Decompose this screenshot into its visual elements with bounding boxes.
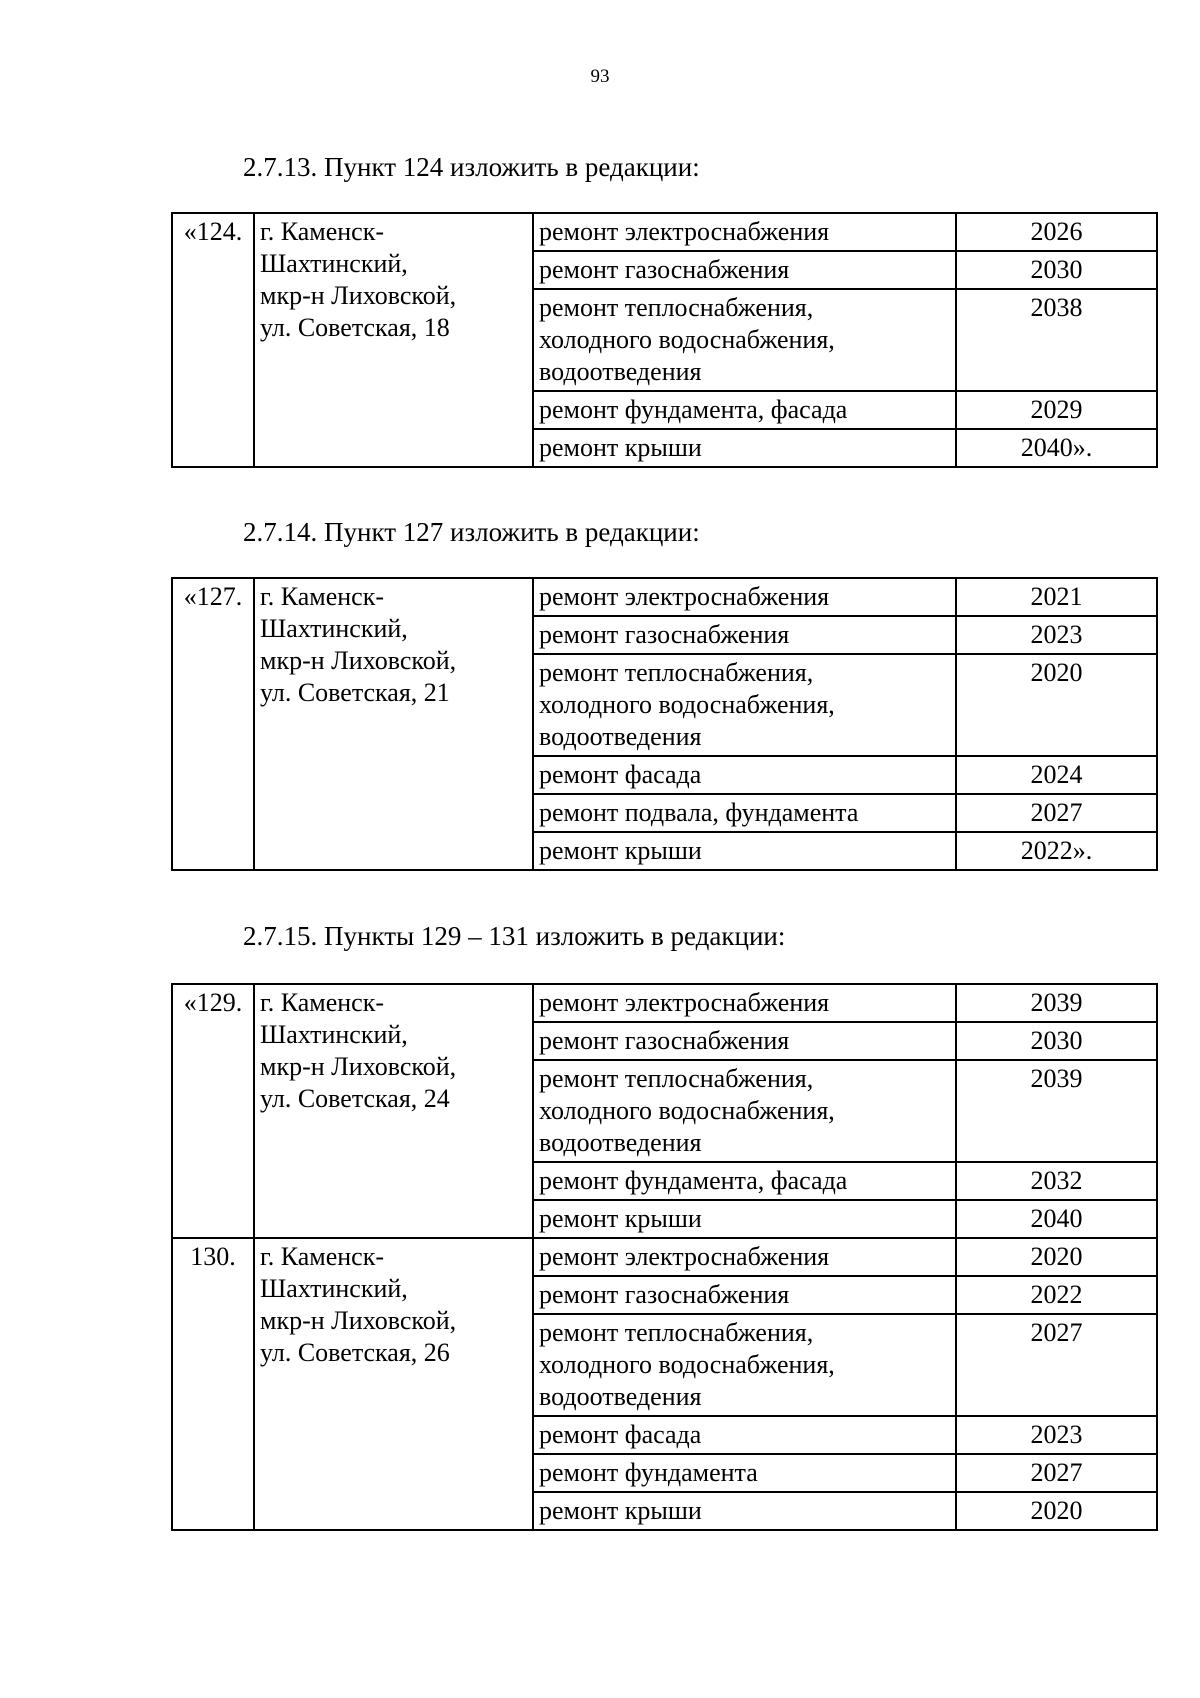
table-items-129-130 <box>171 983 1158 1531</box>
work-type-line: ремонт фундамента, фасада <box>539 1166 848 1195</box>
work-type-line: ремонт электроснабжения <box>539 988 830 1017</box>
work-year <box>956 251 1157 289</box>
work-type-line: ремонт газоснабжения <box>539 1280 790 1309</box>
address-line: Шахтинский, <box>260 614 408 643</box>
work-type-line: ремонт теплоснабжения, <box>539 1064 814 1093</box>
item-number: «124. <box>172 213 254 467</box>
work-year <box>956 1492 1157 1530</box>
work-year-value: 2027 <box>1030 1318 1083 1347</box>
section-heading-2-7-15: 2.7.15. Пункты 129 – 131 изложить в редакции: <box>243 921 786 951</box>
table-row <box>172 984 1157 1022</box>
work-year <box>956 391 1157 429</box>
address-line: мкр-н Лиховской, <box>260 646 457 675</box>
work-type-line: ремонт крыши <box>539 433 702 462</box>
work-year <box>956 1314 1157 1416</box>
work-type-line: ремонт электроснабжения <box>539 582 830 611</box>
work-type <box>533 251 956 289</box>
work-type <box>533 1416 956 1454</box>
work-type-line: ремонт подвала, фундамента <box>539 798 859 827</box>
section-heading-2-7-14: 2.7.14. Пункт 127 изложить в редакции: <box>243 517 700 547</box>
work-year-value: 2030 <box>1030 255 1083 284</box>
work-year-value: 2039 <box>1030 1064 1083 1093</box>
work-year <box>956 578 1157 616</box>
work-year <box>956 616 1157 654</box>
section-heading-2-7-13: 2.7.13. Пункт 124 изложить в редакции: <box>243 152 700 182</box>
table-row <box>172 1238 1157 1276</box>
work-type <box>533 654 956 756</box>
work-type-line: ремонт газоснабжения <box>539 1026 790 1055</box>
work-type <box>533 1060 956 1162</box>
work-type-line: ремонт теплоснабжения, <box>539 658 814 687</box>
work-type-line: ремонт электроснабжения <box>539 1242 830 1271</box>
item-number: «127. <box>172 578 254 870</box>
address-line: мкр-н Лиховской, <box>260 1306 457 1335</box>
work-type-line: ремонт крыши <box>539 836 702 865</box>
work-type-line: холодного водоснабжения, <box>539 1096 835 1125</box>
work-year-value: 2030 <box>1030 1026 1083 1055</box>
work-year <box>956 1276 1157 1314</box>
item-number: «129. <box>172 984 254 1238</box>
work-year <box>956 756 1157 794</box>
work-year-value: 2020 <box>1030 1496 1083 1525</box>
work-year <box>956 832 1157 870</box>
address-line: ул. Советская, 26 <box>260 1338 450 1367</box>
work-year-value: 2024 <box>1030 760 1083 789</box>
work-type <box>533 1314 956 1416</box>
item-address <box>254 578 533 870</box>
work-type-line: ремонт теплоснабжения, <box>539 1318 814 1347</box>
work-year <box>956 654 1157 756</box>
address-line: г. Каменск- <box>260 217 385 246</box>
address-line: ул. Советская, 21 <box>260 678 450 707</box>
address-line: ул. Советская, 24 <box>260 1084 450 1113</box>
work-type-line: ремонт теплоснабжения, <box>539 293 814 322</box>
work-year-value: 2027 <box>1030 798 1083 827</box>
work-type <box>533 756 956 794</box>
work-type-line: ремонт газоснабжения <box>539 620 790 649</box>
work-year <box>956 794 1157 832</box>
work-year-value: 2027 <box>1030 1458 1083 1487</box>
work-type-line: ремонт крыши <box>539 1496 702 1525</box>
work-type <box>533 794 956 832</box>
item-address <box>254 1238 533 1530</box>
work-type-line: водоотведения <box>539 722 702 751</box>
work-year-value: 2022 <box>1030 1280 1083 1309</box>
work-type <box>533 1238 956 1276</box>
work-year-value: 2040». <box>1020 433 1093 462</box>
work-type-line: водоотведения <box>539 357 702 386</box>
table-row <box>172 213 1157 251</box>
table-item-124 <box>171 212 1158 468</box>
work-year <box>956 429 1157 467</box>
work-year-value: 2039 <box>1030 988 1083 1017</box>
work-type-line: ремонт фасада <box>539 760 702 789</box>
work-type-line: ремонт электроснабжения <box>539 217 830 246</box>
work-type <box>533 1454 956 1492</box>
work-year-value: 2020 <box>1030 658 1083 687</box>
page-number: 93 <box>590 66 610 87</box>
work-type-line: холодного водоснабжения, <box>539 690 835 719</box>
work-type <box>533 1162 956 1200</box>
work-type-line: ремонт газоснабжения <box>539 255 790 284</box>
work-type <box>533 1200 956 1238</box>
work-year-value: 2023 <box>1030 1420 1083 1449</box>
address-line: ул. Советская, 18 <box>260 313 450 342</box>
work-year-value: 2021 <box>1030 582 1083 611</box>
work-type <box>533 213 956 251</box>
work-type-line: ремонт крыши <box>539 1204 702 1233</box>
work-year <box>956 1200 1157 1238</box>
item-address <box>254 984 533 1238</box>
work-type-line: холодного водоснабжения, <box>539 325 835 354</box>
work-year <box>956 1454 1157 1492</box>
item-number: 130. <box>172 1238 254 1530</box>
work-year <box>956 1060 1157 1162</box>
address-line: мкр-н Лиховской, <box>260 281 457 310</box>
address-line: г. Каменск- <box>260 1242 385 1271</box>
work-year <box>956 289 1157 391</box>
work-type <box>533 984 956 1022</box>
work-year-value: 2032 <box>1030 1166 1083 1195</box>
work-year <box>956 1416 1157 1454</box>
work-year-value: 2020 <box>1030 1242 1083 1271</box>
work-type-line: ремонт фасада <box>539 1420 702 1449</box>
work-type <box>533 616 956 654</box>
table-item-127 <box>171 577 1158 871</box>
work-year <box>956 213 1157 251</box>
work-type-line: водоотведения <box>539 1128 702 1157</box>
work-year <box>956 984 1157 1022</box>
work-type <box>533 1276 956 1314</box>
work-type <box>533 1492 956 1530</box>
item-address <box>254 213 533 467</box>
work-year-value: 2023 <box>1030 620 1083 649</box>
address-line: г. Каменск- <box>260 582 385 611</box>
table-row <box>172 578 1157 616</box>
work-year-value: 2022». <box>1020 836 1093 865</box>
work-type-line: ремонт фундамента, фасада <box>539 395 848 424</box>
work-type-line: холодного водоснабжения, <box>539 1350 835 1379</box>
work-year <box>956 1238 1157 1276</box>
work-type <box>533 578 956 616</box>
work-type-line: ремонт фундамента <box>539 1458 758 1487</box>
work-year <box>956 1162 1157 1200</box>
work-year-value: 2040 <box>1030 1204 1083 1233</box>
address-line: Шахтинский, <box>260 249 408 278</box>
work-year-value: 2029 <box>1030 395 1083 424</box>
work-type <box>533 429 956 467</box>
work-type <box>533 832 956 870</box>
work-type <box>533 391 956 429</box>
work-type-line: водоотведения <box>539 1382 702 1411</box>
work-type <box>533 1022 956 1060</box>
work-year-value: 2038 <box>1030 293 1083 322</box>
address-line: Шахтинский, <box>260 1020 408 1049</box>
work-year-value: 2026 <box>1030 217 1083 246</box>
work-year <box>956 1022 1157 1060</box>
work-type <box>533 289 956 391</box>
address-line: мкр-н Лиховской, <box>260 1052 457 1081</box>
address-line: г. Каменск- <box>260 988 385 1017</box>
address-line: Шахтинский, <box>260 1274 408 1303</box>
